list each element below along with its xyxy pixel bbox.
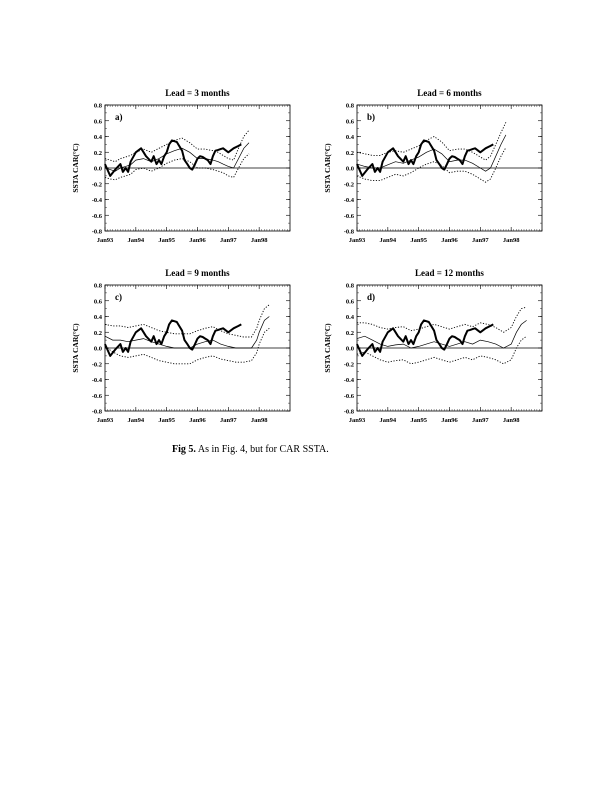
y-tick-label: 0.2 <box>93 329 102 337</box>
x-tick-label: Jan93 <box>348 237 366 244</box>
y-tick-label: 0.8 <box>345 102 354 110</box>
y-tick-label: 0.0 <box>345 165 354 173</box>
y-tick-label: -0.4 <box>91 377 102 384</box>
x-tick-label: Jan98 <box>250 417 268 424</box>
y-tick-label: -0.6 <box>91 212 102 220</box>
y-tick-label: -0.6 <box>91 392 102 400</box>
x-tick-label: Jan98 <box>502 237 520 244</box>
chart-title: Lead = 6 months <box>417 88 482 98</box>
panel-label: a) <box>115 112 123 122</box>
series-thick-line <box>105 140 241 176</box>
y-tick-label: 0.2 <box>345 149 354 157</box>
y-axis-label: SSTA CAR(°C) <box>71 143 80 193</box>
y-axis-label: SSTA CAR(°C) <box>71 323 80 373</box>
series-thick-line <box>357 140 493 176</box>
figure-caption <box>172 444 329 455</box>
y-tick-label: 0.0 <box>93 165 102 173</box>
y-tick-label: -0.2 <box>343 181 354 189</box>
y-tick-label: 0.6 <box>345 298 354 306</box>
chart-panel-1 <box>71 88 290 244</box>
x-tick-label: Jan95 <box>410 237 427 244</box>
x-tick-label: Jan97 <box>220 237 237 244</box>
y-tick-label: 0.6 <box>93 118 102 126</box>
y-tick-label: -0.8 <box>343 408 354 416</box>
x-tick-label: Jan95 <box>158 417 175 424</box>
y-tick-label: -0.4 <box>91 197 102 204</box>
series-dotted-line <box>357 307 527 332</box>
panel-label: d) <box>367 292 376 302</box>
y-tick-label: 0.4 <box>345 134 354 141</box>
y-tick-label: 0.4 <box>93 314 102 321</box>
y-tick-label: -0.2 <box>91 361 102 369</box>
y-tick-label: 0.6 <box>93 298 102 306</box>
x-tick-label: Jan98 <box>502 417 520 424</box>
panel-label: b) <box>367 112 376 122</box>
x-tick-label: Jan94 <box>379 237 397 244</box>
series-thick-line <box>357 320 493 356</box>
series-dotted-line <box>105 130 249 162</box>
y-tick-label: 0.0 <box>93 345 102 353</box>
series-thin-line <box>357 135 506 171</box>
y-axis-label: SSTA CAR(°C) <box>323 323 332 373</box>
x-tick-label: Jan93 <box>96 237 114 244</box>
x-tick-label: Jan93 <box>96 417 114 424</box>
x-tick-label: Jan95 <box>158 237 175 244</box>
y-tick-label: -0.8 <box>343 228 354 236</box>
chart-panel-4 <box>323 268 542 424</box>
caption-text: As in Fig. 4, but for CAR SSTA. <box>197 444 329 455</box>
chart-panel-2 <box>323 88 542 244</box>
y-tick-label: 0.8 <box>345 282 354 290</box>
y-tick-label: -0.6 <box>343 212 354 220</box>
series-dotted-line <box>357 148 506 183</box>
y-tick-label: 0.8 <box>93 282 102 290</box>
x-tick-label: Jan97 <box>472 417 489 424</box>
y-tick-label: -0.8 <box>91 408 102 416</box>
x-tick-label: Jan98 <box>250 237 268 244</box>
y-tick-label: 0.4 <box>345 314 354 321</box>
caption-label: Fig 5. <box>172 444 196 455</box>
y-tick-label: -0.6 <box>343 392 354 400</box>
series-dotted-line <box>357 122 506 160</box>
x-tick-label: Jan94 <box>379 417 397 424</box>
x-tick-label: Jan95 <box>410 417 427 424</box>
x-tick-label: Jan93 <box>348 417 366 424</box>
x-tick-label: Jan94 <box>127 237 145 244</box>
x-tick-label: Jan96 <box>441 417 458 424</box>
y-tick-label: 0.4 <box>93 134 102 141</box>
chart-title: Lead = 12 months <box>415 268 484 278</box>
y-tick-label: 0.2 <box>345 329 354 337</box>
y-tick-label: -0.4 <box>343 197 354 204</box>
x-tick-label: Jan94 <box>127 417 145 424</box>
chart-title: Lead = 3 months <box>165 88 230 98</box>
y-tick-label: -0.4 <box>343 377 354 384</box>
y-axis-label: SSTA CAR(°C) <box>323 143 332 193</box>
y-tick-label: 0.6 <box>345 118 354 126</box>
series-dotted-line <box>105 305 269 337</box>
y-tick-label: -0.8 <box>91 228 102 236</box>
x-tick-label: Jan96 <box>189 237 206 244</box>
x-tick-label: Jan97 <box>220 417 237 424</box>
chart-title: Lead = 9 months <box>165 268 230 278</box>
y-tick-label: -0.2 <box>91 181 102 189</box>
y-tick-label: 0.0 <box>345 345 354 353</box>
y-tick-label: 0.8 <box>93 102 102 110</box>
series-thick-line <box>105 320 241 356</box>
x-tick-label: Jan96 <box>189 417 206 424</box>
chart-panel-3 <box>71 268 290 424</box>
x-tick-label: Jan97 <box>472 237 489 244</box>
x-tick-label: Jan96 <box>441 237 458 244</box>
y-tick-label: -0.2 <box>343 361 354 369</box>
y-tick-label: 0.2 <box>93 149 102 157</box>
panel-label: c) <box>115 292 122 302</box>
